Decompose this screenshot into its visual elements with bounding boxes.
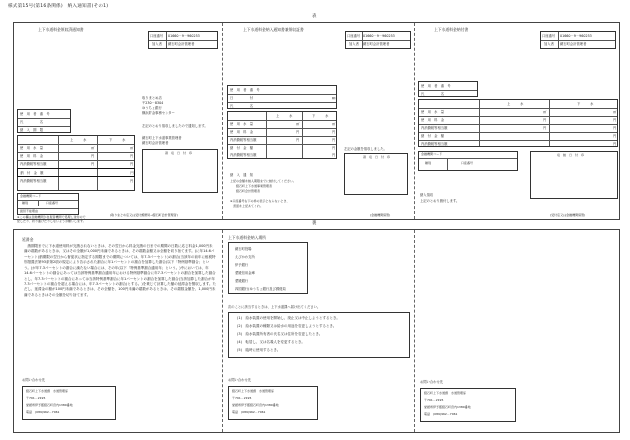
slip1-note xyxy=(17,216,86,224)
slip1-note-line: ※この欄は金融機関が自振替機関で処理し送付ので xyxy=(17,215,86,219)
contact-box-1: 鏡石町上下水道課 水道管理係 〒791－2195 愛媛県伊予郡鏡石町宮内1380番地 電話 (089)962－7061 xyxy=(22,386,116,420)
back-label: 裏 xyxy=(312,221,317,226)
slip3-user-fields: 使 用 者 番 号 氏 名 xyxy=(418,81,478,97)
payment-places-title: 上下水道料金納入場所 xyxy=(228,235,266,240)
contact-box-3: 鏡石町上下水道課 水道管理係 〒791－2195 愛媛県伊予郡鏡石町宮内1380番地 電話 (089)962－7061 xyxy=(420,388,516,422)
slip1-account-number: 01660－9－960253 xyxy=(168,33,200,38)
slip1-bank-code: 金融機関コード 種別 口座番号 振替不能理由 xyxy=(17,193,79,215)
slip1-amount-table: 上 水 下 水 使 用 水 量 ㎥ ㎥ 使 用 料 金 円 円 内消費税等相当額 円 円 納 付 金 額 円 内消費税等相当額 円 xyxy=(17,135,135,191)
slip1-holder-name: 鏡石町会計管理者 xyxy=(168,42,195,46)
slip1-note-line: 記したり、折り曲げたりしないようお願いします。 xyxy=(17,218,86,223)
slip1-footer: (取りまとめ店又は受付郵便局→鏡石町会計管理者) xyxy=(110,213,178,217)
slip2-account-box: 口座番号 01660－9－960253 加入者 鏡石町会計管理者 xyxy=(345,31,411,49)
slip3-account-box: 口座番号 01660－9－960253 加入者 鏡石町会計管理者 xyxy=(540,31,616,49)
slip2-stamp-box: 領 収 日 付 印 xyxy=(142,149,218,193)
slip3-title: 上下水道料金納付書 xyxy=(434,27,469,32)
contact-box-2: 鏡石町上下水道課 水道管理係 〒791－2195 愛媛県伊予郡鏡石町宮内1380番地 電話 (089)962－7061 xyxy=(228,386,318,420)
perforation-1 xyxy=(222,23,223,219)
form-title: 様式第15号(第16条関係) 納入通知書(その1) xyxy=(8,4,109,9)
slip1-user-fields: 使 用 者 番 号 氏 名 納 入 期 限 xyxy=(17,109,71,133)
slip3-bank-code: 金融機関コード 種別 口座番号 xyxy=(418,151,518,171)
perforation-2 xyxy=(414,23,415,219)
late-fee-text: 納期限までに下水道使用料が完納されないときは、その翌日から料金完納の日までの期間の日数に応じ料金1,000円未満の端数があるときは、又はその全額が1,000円未満であるときは、その端数金額又は全額を切り捨てます。)に年14.6パーセント(納期限の翌日から督促状に指定する期限までの期間については、年7.3パーセント)の割合(当該年の前年に租税特別措置法第93条第2項の規定により告示された割合に年1パーセントの割合を加算した割合(以下「特例基準割合」という。)が年7.3パーセントの割合に満たない場合には、その年(以下「特例基準割合適用年」という。)中においては、年14.6パーセントの割合にあっては当該特例基準割合適用年における特例基準割合に年7.3パーセントの割合を加算した割合とし、年7.3パーセントの割合にあっては当該特例基準割合に年1パーセントの割合を加算した割合(当該加算した割合が年7.3パーセントの割合を超える場合には、年7.3パーセントの割合)とする。)を乗じて計算した額の延滞金を徴収します。ただし、延滞金の額が100円未満であるときは、その全額を、100円未満の端数があるときは、その端数金額を、1,000円未満であるときはその全額を切り捨てます。 xyxy=(24,244,216,297)
slip2-stamp-box-2: 領 収 日 付 印 xyxy=(344,153,408,195)
slip1-account-box: 口座番号 01660－9－960253 加入者 鏡石町会計管理者 xyxy=(148,31,218,49)
late-fee-title: 延滞金 xyxy=(22,237,34,242)
slip2-amount-table: 上 水 下 水 使 用 水 量 ㎥ ㎥ 使 用 料 金 円 円 内消費税等相当額 円 円 納 付 金 額 円 内消費税等相当額 円 xyxy=(227,111,337,159)
slip3-stamp-box: 収 納 日 付 印 xyxy=(530,151,618,199)
slip1-title: 上下水道料金領収済通知書 xyxy=(38,27,84,32)
payment-places-box: 鏡石町役場 えびかわ支所 伊予銀行 愛媛信用金庫 愛媛銀行 四国銀行(ゆうちょ銀行及び郵便局 xyxy=(228,242,308,294)
slip2-title: 上下水道料金納入通知書兼領収証書 xyxy=(243,27,304,32)
back-sheet: 延滞金 納期限までに下水道使用料が完納されないときは、その翌日から料金完納の日までの期間の日数に応じ料金1,000円未満の端数があるときは、又はその全額が1,000円未満であるときは、その端数金額又は全額を切り捨てます。)に年14.6パーセント(納期限の翌日から督促状に指定する期限までの期間については、年7.3パーセント)の割合(当該年の前年に租税特別措置法第93条第2項の規定により告示された割合に年1パーセントの割合を加算した割合(以下「特例基準割合」という。)が年7.3パーセントの割合に満たない場合には、その年(以下「特例基準割合適用年」という。)中においては、年14.6パーセントの割合にあっては当該特例基準割合適用年における特例基準割合に年7.3パーセントの割合を加算した割合とし、年7.3パーセントの割合にあっては当該特例基準割合に年1パーセントの割合を加算した割合(当該加算した割合が年7.3パーセントの割合を超える場合には、年7.3パーセントの割合)とする。)を乗じて計算した額の延滞金を徴収します。ただし、延滞金の額が100円未満であるときは、その全額を、100円未満の端数があるときは、その端数金額を、1,000円未満であるときはその全額を切り捨てます。 お問い合わせ先 鏡石町上下水道課 水道管理係 〒791－2195 愛媛県伊予郡鏡石町宮内1380番地 電話 (089)962－7061 上下水道料金納入場所 鏡石町役場 えびかわ支所 伊予銀行 愛媛信用金庫 愛媛銀行 四国銀行(ゆうちょ銀行及び郵便局 次のことに該当するときは、上下水道課へ届け出てください。 (1) 給水装置の使用を開始し、廃止又は中止しようとするとき。 (2) 給水装置の種類又は給水の用途を変更しようとするとき。 (3) 給水装置所有者の氏名又は住所を変更したとき。 (4) 転居し、又は名義人を変更するとき。 (5) 臨時に使用するとき。 お問い合わせ先 鏡石町上下水道課 水道管理係 〒791－2195 愛媛県伊予郡鏡石町宮内1380番地 電話 (089)962－7061 お問い合わせ先 鏡石町上下水道課 水道管理係 〒791－2195 愛媛県伊予郡鏡石町宮内1380番地 電話 (089)962－7061 xyxy=(13,229,620,433)
slip3-footer: (受付店又は金融機関保管) xyxy=(550,213,586,217)
slip2-footer: (金融機関保管) xyxy=(370,213,391,217)
slip3-amount-table: 上 水 下 水 使 用 水 量 ㎥ ㎥ 使 用 料 金 円 円 内消費税等相当額 円 円 納 付 金 額 円 内消費税等相当額 円 xyxy=(418,99,618,147)
front-label: 表 xyxy=(312,14,317,19)
front-sheet: 上下水道料金領収済通知書 口座番号 01660－9－960253 加入者 鏡石町会計管理者 使 用 者 番 号 氏 名 納 入 期 限 上 水 下 水 使 用 水 量 ㎥ ㎥ 使 用 料 金 円 円 内消費税等相当額 円 円 納 付 金 額 円 内消費税等相当額 円 金融機関コード 種別 口座番号 振替不能理由 ※この欄は金融機関が自振替機関で処理し送付ので 記したり、折り曲げたりしないようお願いします。 (取りまとめ店又は受付郵便局→鏡石町会計管理者) 取りまとめ店 〒230－8304 ゆうちょ銀行 横浜貯金事務センター 左記のとおり領収しましたので通知します。 鏡石町上下水道事業管理者 鏡石町会計管理者 領 収 日 付 印 上下水道料金納入通知書兼領収証書 口座番号 01660－9－960253 加入者 鏡石町会計管理者 使 用 者 番 号 日 付 ㎜ 氏 名 上 水 下 水 使 用 水 量 ㎥ ㎥ 使 用 料 金 円 円 内消費税等相当額 円 円 納 付 金 額 円 内消費税等相当額 円 左記の金額を領収しました。 領 収 日 付 印 納 入 通 知 上記の金額を納入期限までに納付してください。 鏡石町上下水道事業管理者 鏡石町会計管理者 ※口座番号右下の枠の表示とならないとき、 書留を上記あてくれ。 (金融機関保管) 上下水道料金納付書 口座番号 01660－9－960253 加入者 鏡石町会計管理者 使 用 者 番 号 氏 名 上 水 下 水 使 用 水 量 ㎥ ㎥ 使 用 料 金 円 円 内消費税等相当額 円 円 納 付 金 額 円 内消費税等相当額 円 金融機関コード 種別 口座番号 収 納 日 付 印 納入領収 上記のとおり納付します。 (受付店又は金融機関保管) xyxy=(13,22,620,220)
slip2-user-fields: 使 用 者 番 号 日 付 ㎜ 氏 名 xyxy=(227,85,337,109)
notification-items: (1) 給水装置の使用を開始し、廃止又は中止しようとするとき。 (2) 給水装置の種類又は給水の用途を変更しようとするとき。 (3) 給水装置所有者の氏名又は住所を変更したとき。 (4) 転居し、又は名義人を変更するとき。 (5) 臨時に使用するとき。 xyxy=(228,312,410,358)
